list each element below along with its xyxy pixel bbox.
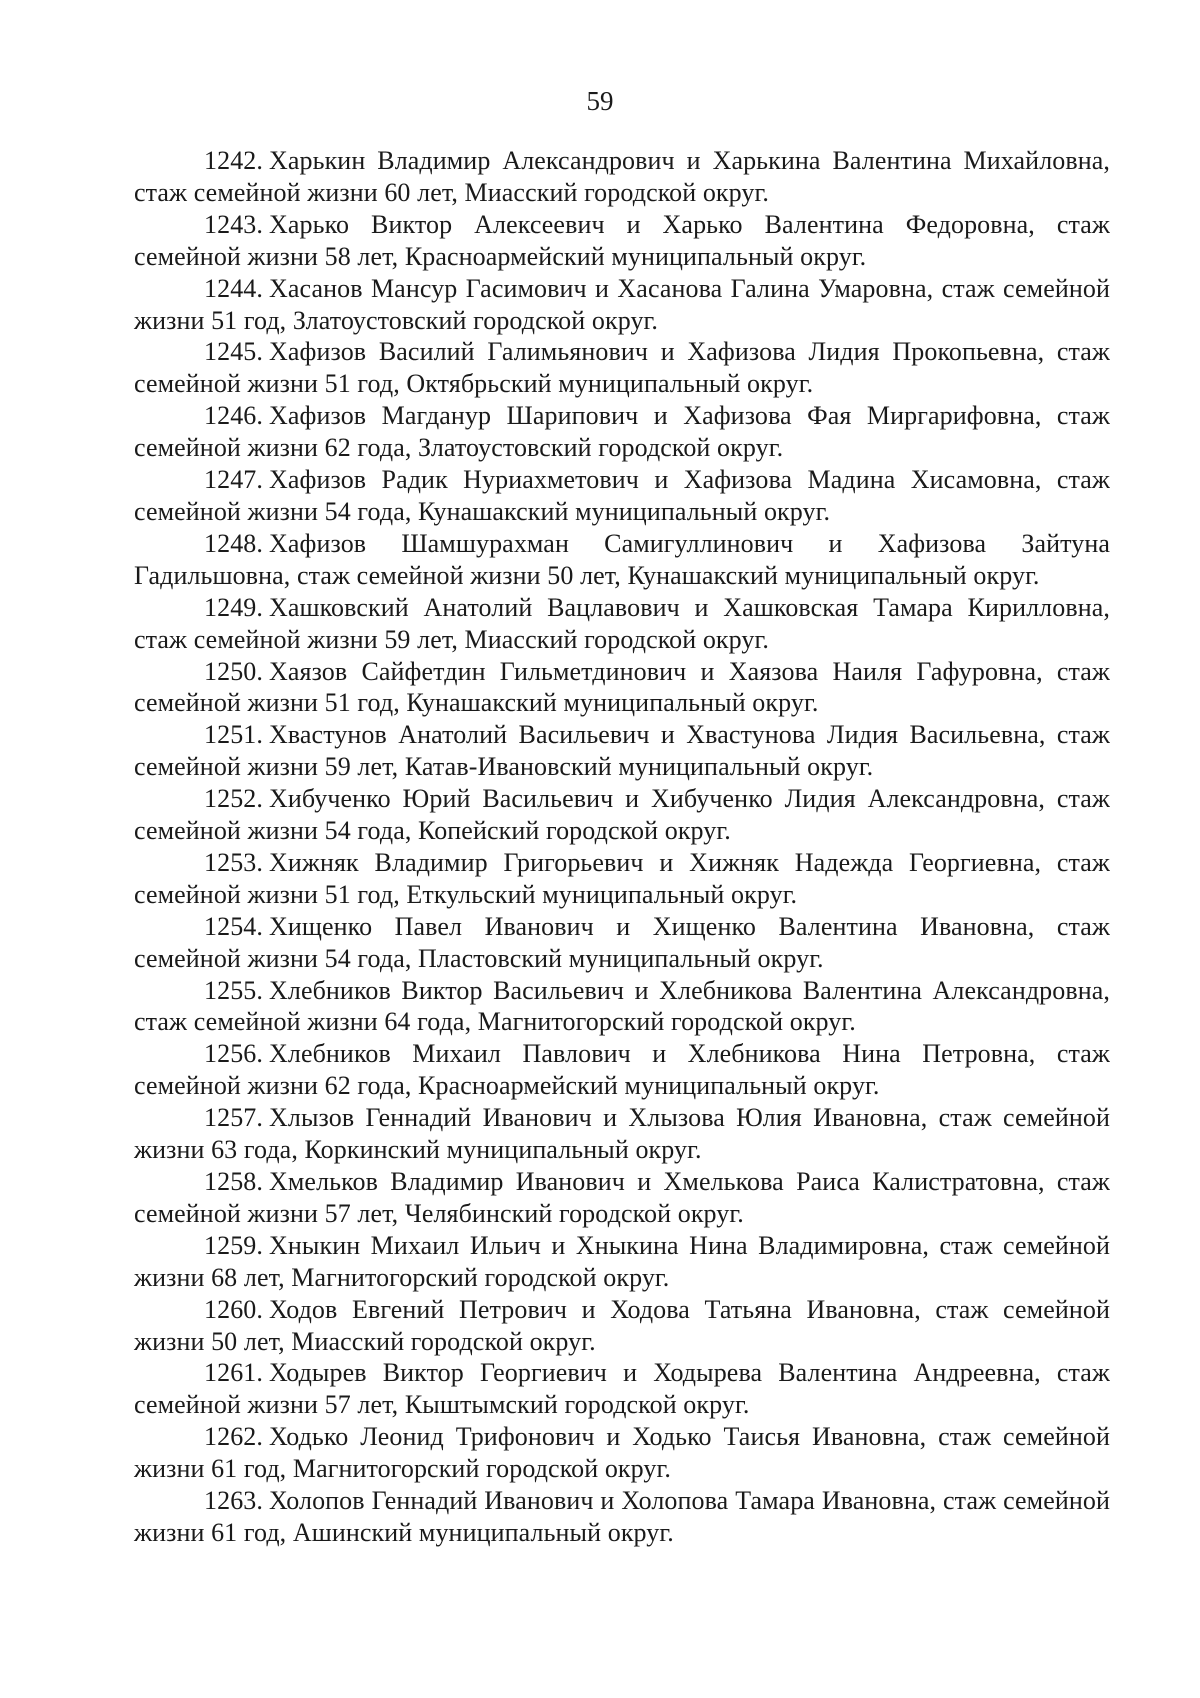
list-item <box>134 592 1110 656</box>
list-item <box>134 145 1110 209</box>
entry-text: Ходырев Виктор Георгиевич и Ходырева Валентина Андреевна, стаж семейной жизни 57 лет, Кыштымский городской округ. <box>134 1358 1110 1420</box>
entry-text: Хафизов Шамшурахман Самигуллинович и Хафизова Зайтуна Гадильшовна, стаж семейной жизни 50 лет, Кунашакский муниципальный округ. <box>134 528 1110 590</box>
entry-text: Ходько Леонид Трифонович и Ходько Таисья Ивановна, стаж семейной жизни 61 год, Магнитогорский городской округ. <box>134 1422 1110 1484</box>
entry-text: Ходов Евгений Петрович и Ходова Татьяна Ивановна, стаж семейной жизни 50 лет, Миасский городской округ. <box>134 1294 1110 1356</box>
entry-number: 1259. <box>204 1230 263 1260</box>
entry-number: 1262. <box>204 1422 263 1452</box>
entry-number: 1245. <box>204 337 263 367</box>
list-item <box>134 911 1110 975</box>
entry-number: 1254. <box>204 911 263 941</box>
list-item <box>134 1294 1110 1358</box>
entry-text: Хафизов Радик Нуриахметович и Хафизова Мадина Хисамовна, стаж семейной жизни 54 года, Кунашакский муниципальный округ. <box>134 465 1110 526</box>
list-item <box>134 336 1110 400</box>
list-item <box>134 975 1110 1039</box>
list-item <box>134 1421 1110 1485</box>
entry-number: 1256. <box>204 1039 263 1069</box>
list-item <box>134 400 1110 464</box>
list-item <box>134 528 1110 592</box>
entry-number: 1248. <box>204 528 263 558</box>
entry-text: Хасанов Мансур Гасимович и Хасанова Галина Умаровна, стаж семейной жизни 51 год, Златоустовский городской округ. <box>134 273 1110 335</box>
entry-text: Хафизов Магданур Шарипович и Хафизова Фая Миргарифовна, стаж семейной жизни 62 года, Златоустовский городской округ. <box>134 401 1110 463</box>
entry-number: 1246. <box>204 401 263 431</box>
entry-number: 1255. <box>204 975 263 1005</box>
list-item <box>134 1357 1110 1421</box>
list-item <box>134 719 1110 783</box>
entry-number: 1250. <box>204 656 263 686</box>
entry-number: 1244. <box>204 273 263 303</box>
entry-number: 1249. <box>204 592 263 622</box>
list-item <box>134 1038 1110 1102</box>
entry-text: Харькин Владимир Александрович и Харькина Валентина Михайловна, стаж семейной жизни 60 лет, Миасский городской округ. <box>134 146 1110 207</box>
entries-list <box>134 145 1110 1549</box>
list-item <box>134 209 1110 273</box>
entry-text: Хлебников Михаил Павлович и Хлебникова Нина Петровна, стаж семейной жизни 62 года, Красноармейский муниципальный округ. <box>134 1039 1110 1101</box>
entry-number: 1252. <box>204 784 263 814</box>
entry-text: Хибученко Юрий Васильевич и Хибученко Лидия Александровна, стаж семейной жизни 54 года, Копейский городской округ. <box>134 784 1110 846</box>
entry-text: Хмельков Владимир Иванович и Хмелькова Раиса Калистратовна, стаж семейной жизни 57 лет, Челябинский городской округ. <box>134 1167 1110 1228</box>
entry-text: Харько Виктор Алексеевич и Харько Валентина Федоровна, стаж семейной жизни 58 лет, Красноармейский муниципальный округ. <box>134 209 1110 271</box>
entry-number: 1257. <box>204 1103 263 1133</box>
list-item <box>134 273 1110 337</box>
entry-text: Хафизов Василий Галимьянович и Хафизова Лидия Прокопьевна, стаж семейной жизни 51 год, Октябрьский муниципальный округ. <box>134 337 1110 399</box>
entry-text: Хлызов Геннадий Иванович и Хлызова Юлия Ивановна, стаж семейной жизни 63 года, Коркинский муниципальный округ. <box>134 1103 1110 1165</box>
entry-text: Хижняк Владимир Григорьевич и Хижняк Надежда Георгиевна, стаж семейной жизни 51 год, Еткульский муниципальный округ. <box>134 847 1110 909</box>
list-item <box>134 783 1110 847</box>
list-item <box>134 1230 1110 1294</box>
entry-number: 1251. <box>204 720 263 750</box>
page-number: 59 <box>586 86 614 116</box>
entry-number: 1261. <box>204 1358 263 1388</box>
entry-text: Хищенко Павел Иванович и Хищенко Валентина Ивановна, стаж семейной жизни 54 года, Пластовский муниципальный округ. <box>134 911 1110 973</box>
list-item <box>134 847 1110 911</box>
entry-text: Хныкин Михаил Ильич и Хныкина Нина Владимировна, стаж семейной жизни 68 лет, Магнитогорский городской округ. <box>134 1230 1110 1292</box>
entry-number: 1263. <box>204 1486 263 1516</box>
entry-number: 1242. <box>204 146 263 175</box>
entry-text: Хвастунов Анатолий Васильевич и Хвастунова Лидия Васильевна, стаж семейной жизни 59 лет, Катав-Ивановский муниципальный округ. <box>134 720 1110 782</box>
entry-text: Холопов Геннадий Иванович и Холопова Тамара Ивановна, стаж семейной жизни 61 год, Ашинский муниципальный округ. <box>134 1486 1110 1547</box>
list-item <box>134 1485 1110 1549</box>
entry-text: Хашковский Анатолий Вацлавович и Хашковская Тамара Кирилловна, стаж семейной жизни 59 лет, Миасский городской округ. <box>134 592 1110 654</box>
entry-number: 1258. <box>204 1167 263 1196</box>
entry-number: 1243. <box>204 209 263 239</box>
entry-number: 1253. <box>204 847 263 877</box>
list-item <box>134 1166 1110 1230</box>
entry-text: Хлебников Виктор Васильевич и Хлебникова Валентина Александровна, стаж семейной жизни 64 года, Магнитогорский городской округ. <box>134 975 1110 1037</box>
entry-number: 1260. <box>204 1294 263 1324</box>
list-item <box>134 1102 1110 1166</box>
entry-number: 1247. <box>204 465 263 495</box>
entry-text: Хаязов Сайфетдин Гильметдинович и Хаязова Наиля Гафуровна, стаж семейной жизни 51 год, Кунашакский муниципальный округ. <box>134 656 1110 718</box>
list-item <box>134 464 1110 528</box>
list-item <box>134 656 1110 720</box>
